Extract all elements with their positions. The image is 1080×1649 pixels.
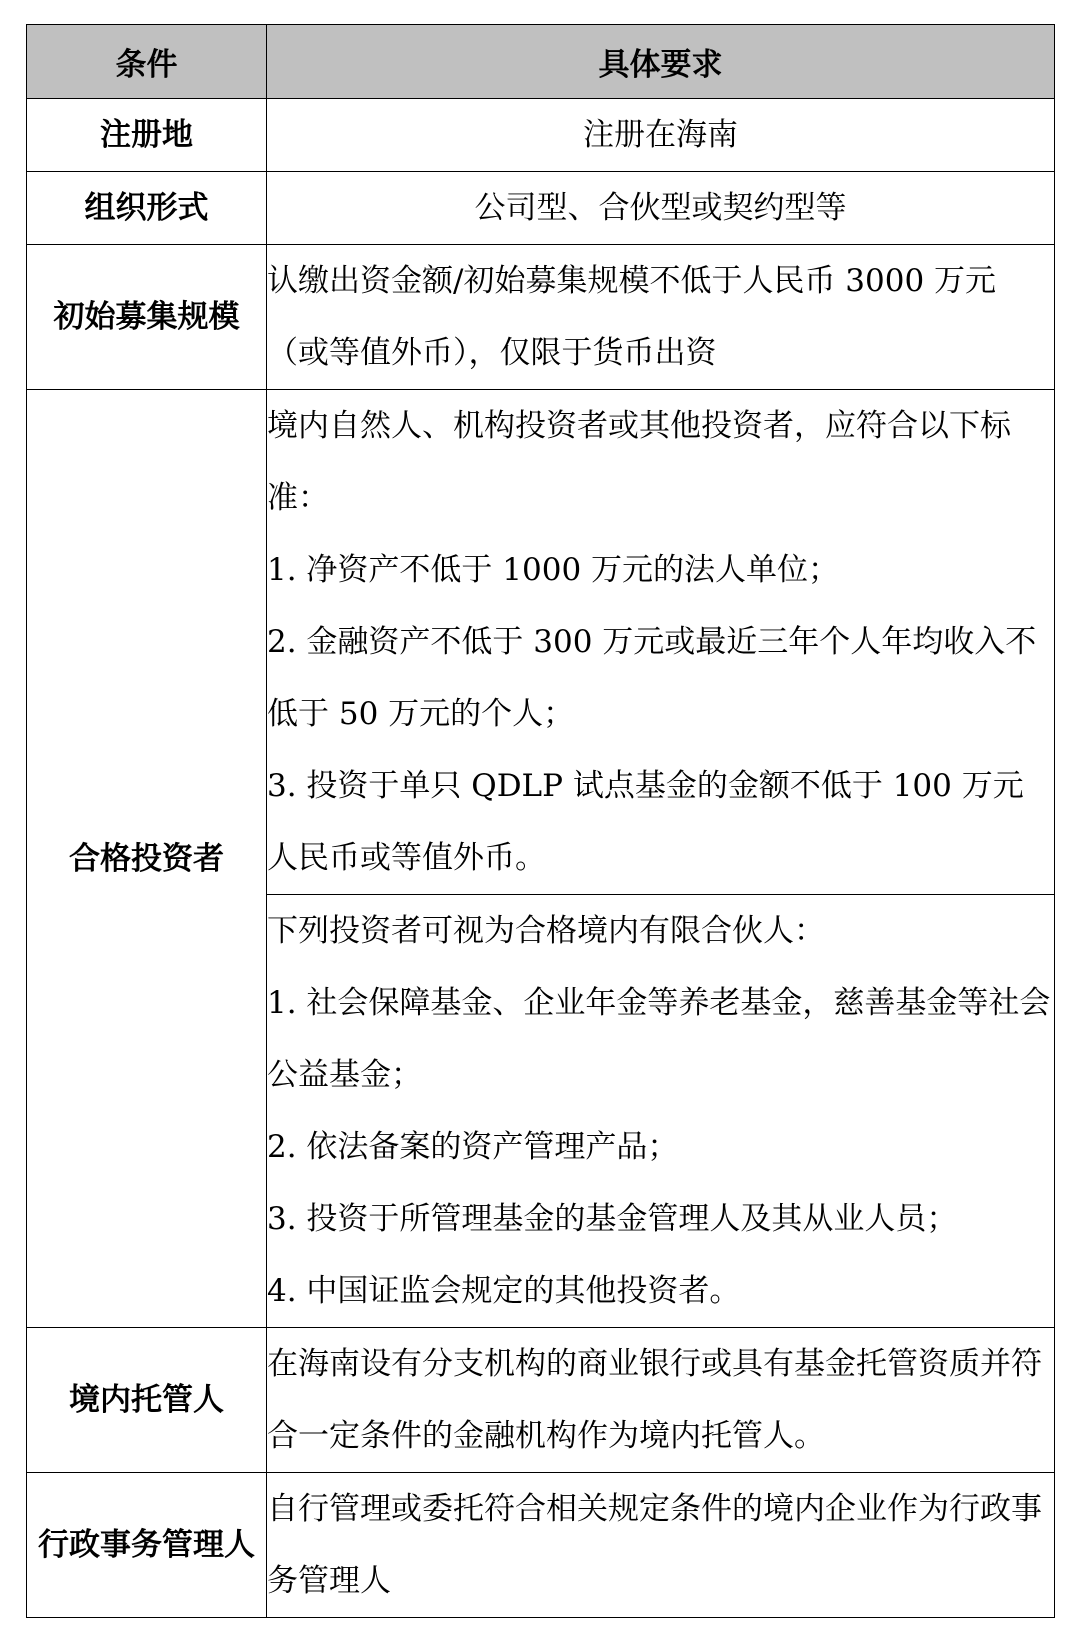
initial-raise-text: 认缴出资金额/初始募集规模不低于人民币 3000 万元（或等值外币），仅限于货币出资	[267, 263, 997, 371]
label-qualified-investor: 合格投资者	[27, 390, 267, 1328]
value-administrator	[267, 1473, 1055, 1618]
value-registration: 注册在海南	[267, 99, 1055, 172]
deemed-intro: 下列投资者可视为合格境内有限合伙人：	[267, 913, 825, 949]
label-org-form: 组织形式	[27, 172, 267, 245]
deemed-item: 1. 社会保障基金、企业年金等养老基金，慈善基金等社会公益基金；	[267, 985, 1051, 1093]
row-administrator	[27, 1473, 1055, 1618]
row-org-form	[27, 172, 1055, 245]
value-qualified-investor-standards	[267, 390, 1055, 895]
requirements-table	[26, 24, 1055, 1618]
label-administrator: 行政事务管理人	[27, 1473, 267, 1618]
custodian-text: 在海南设有分支机构的商业银行或具有基金托管资质并符合一定条件的金融机构作为境内托管人。	[267, 1346, 1042, 1454]
standards-item: 3. 投资于单只 QDLP 试点基金的金额不低于 100 万元人民币或等值外币。	[267, 768, 1024, 876]
header-requirement: 具体要求	[267, 25, 1055, 99]
row-qualified-investor-a	[27, 390, 1055, 895]
value-org-form: 公司型、合伙型或契约型等	[267, 172, 1055, 245]
deemed-item: 2. 依法备案的资产管理产品；	[267, 1129, 679, 1165]
standards-item: 1. 净资产不低于 1000 万元的法人单位；	[267, 552, 840, 588]
label-initial-raise: 初始募集规模	[27, 245, 267, 390]
value-initial-raise	[267, 245, 1055, 390]
label-custodian: 境内托管人	[27, 1328, 267, 1473]
standards-intro: 境内自然人、机构投资者或其他投资者，应符合以下标准：	[267, 408, 1011, 516]
row-initial-raise	[27, 245, 1055, 390]
administrator-text: 自行管理或委托符合相关规定条件的境内企业作为行政事务管理人	[267, 1491, 1042, 1599]
deemed-item: 3. 投资于所管理基金的基金管理人及其从业人员；	[267, 1201, 958, 1237]
header-row	[27, 25, 1055, 99]
deemed-item: 4. 中国证监会规定的其他投资者。	[267, 1273, 741, 1309]
row-custodian	[27, 1328, 1055, 1473]
row-registration	[27, 99, 1055, 172]
value-custodian	[267, 1328, 1055, 1473]
standards-item: 2. 金融资产不低于 300 万元或最近三年个人年均收入不低于 50 万元的个人；	[267, 624, 1037, 732]
header-condition: 条件	[27, 25, 267, 99]
label-registration: 注册地	[27, 99, 267, 172]
value-qualified-investor-deemed	[267, 895, 1055, 1328]
